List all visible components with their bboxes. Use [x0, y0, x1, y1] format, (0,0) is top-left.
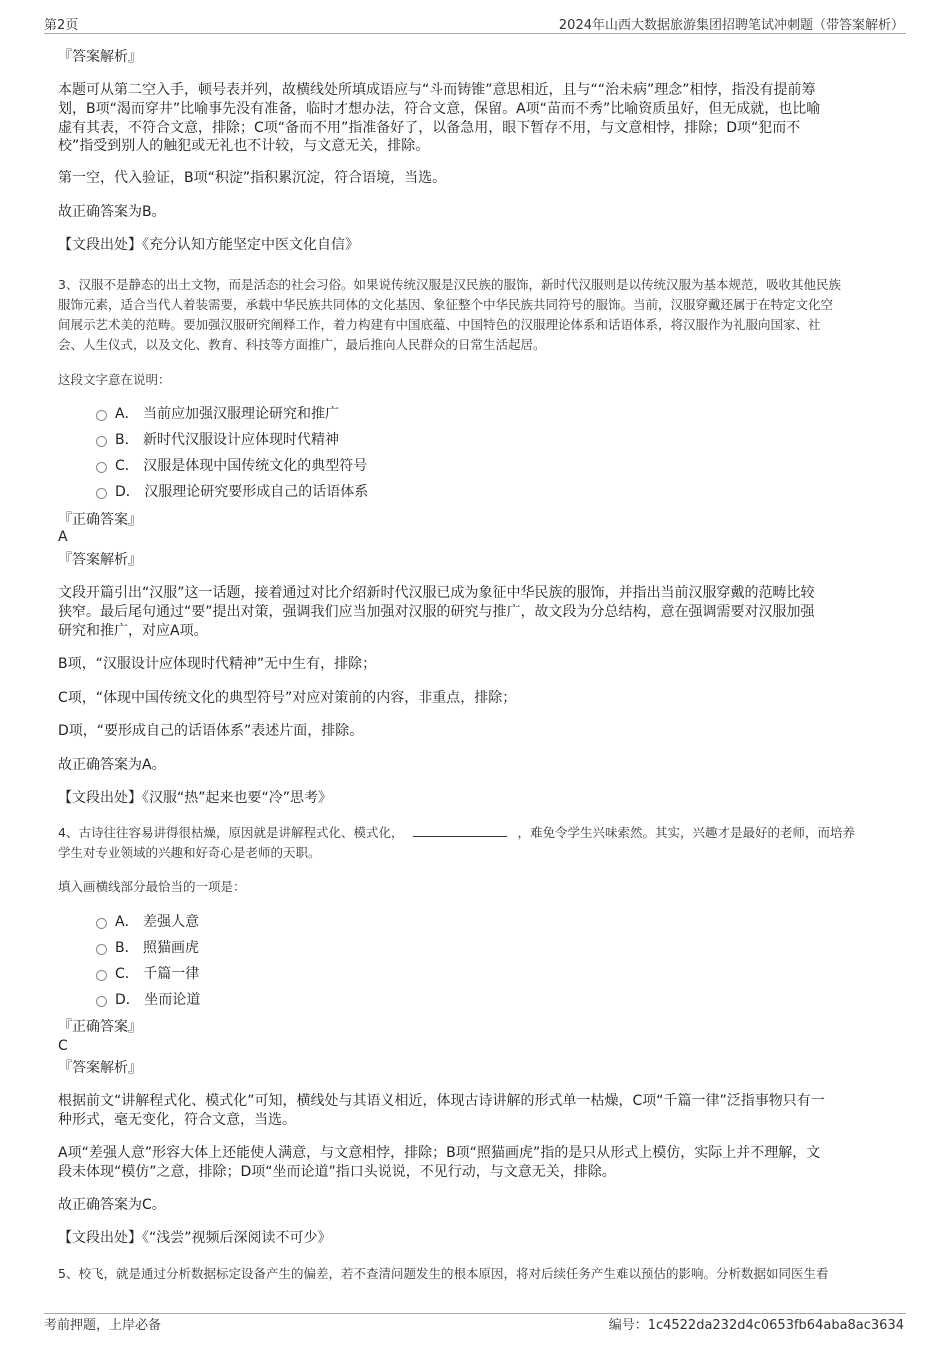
option-label[interactable]: C． 汉服是体现中国传统文化的典型符号: [115, 458, 368, 474]
radio-button[interactable]: [96, 970, 107, 981]
radio-button[interactable]: [96, 918, 107, 929]
radio-button[interactable]: [96, 996, 107, 1007]
header-divider: [44, 33, 906, 34]
answer-text-line: 『正确答案』: [58, 1019, 142, 1035]
radio-button[interactable]: [96, 462, 107, 473]
document-title: 2024年山西大数据旅游集团招聘笔试冲刺题（带答案解析）: [558, 18, 904, 33]
option-label[interactable]: B． 照猫画虎: [115, 940, 200, 956]
answer-text-line: 文段开篇引出“汉服”这一话题，接着通过对比介绍新时代汉服已成为象征中华民族的服饰，并指出当前汉服穿戴的范畴比较: [58, 585, 815, 601]
answer-text-line: 【文段出处】《充分认知方能坚定中医文化自信》: [58, 237, 359, 253]
answer-text-line: 【文段出处】《“浅尝”视频后深阅读不可少》: [58, 1230, 332, 1246]
question-text: 4、古诗往往容易讲得很枯燥，原因就是讲解程式化、模式化，: [58, 825, 404, 840]
option-label[interactable]: B． 新时代汉服设计应体现时代精神: [115, 432, 340, 448]
radio-button[interactable]: [96, 436, 107, 447]
answer-text-line: A项“差强人意”形容大体上还能使人满意，与文意相悖，排除；B项“照猫画虎”指的是只从形式上模仿，实际上并不理解，文: [58, 1145, 821, 1161]
answer-text-line: 校”指受到别人的触犯或无礼也不计较，与文意无关，排除。: [58, 138, 430, 154]
radio-button[interactable]: [96, 410, 107, 421]
answer-text-line: 划，B项“渴而穿井”比喻事先没有准备，临时才想办法，符合文意，保留。A项“苗而不秀”比喻资质虽好，但无成就，也比喻: [58, 101, 821, 117]
answer-text-line: 研究和推广，对应A项。: [58, 623, 208, 639]
answer-text-line: A: [58, 529, 68, 545]
question-text-line: 3、汉服不是静态的出土文物，而是活态的社会习俗。如果说传统汉服是汉民族的服饰，新时代汉服则是以传统汉服为基本规范，吸收其他民族: [58, 277, 841, 292]
footer-serial: 编号：1c4522da232d4c0653fb64aba8ac3634: [608, 1318, 904, 1333]
question-text: ，难免令学生兴味索然。其实，兴趣才是最好的老师，而培养: [517, 825, 855, 840]
answer-text-line: B项，“汉服设计应体现时代精神”无中生有，排除；: [58, 656, 377, 672]
option-label[interactable]: C． 千篇一律: [115, 966, 200, 982]
option-label[interactable]: D． 汉服理论研究要形成自己的话语体系: [115, 484, 369, 500]
answer-text-line: 『答案解析』: [58, 49, 142, 65]
answer-text-line: 『答案解析』: [58, 1060, 142, 1076]
answer-text-line: 本题可从第二空入手，顿号表并列，故横线处所填成语应与“斗而铸锥”意思相近，且与““治未病”理念”相悖，指没有提前筹: [58, 82, 816, 98]
radio-button[interactable]: [96, 488, 107, 499]
answer-text-line: 虚有其表，不符合文意，排除；C项“备而不用”指准备好了，以备急用，眼下暂存不用，与文意相悖，排除；D项“犯而不: [58, 120, 801, 136]
answer-text-line: 故正确答案为B。: [58, 204, 166, 220]
option-label[interactable]: A． 当前应加强汉服理论研究和推广: [115, 406, 340, 422]
answer-text-line: 故正确答案为A。: [58, 757, 166, 773]
answer-text-line: 『答案解析』: [58, 552, 142, 568]
answer-text-line: 故正确答案为C。: [58, 1197, 166, 1213]
question-text-line: 服饰元素，适合当代人着装需要，承载中华民族共同体的文化基因、象征整个中华民族共同符号的服饰。当前，汉服穿戴还属于在特定文化空: [58, 297, 834, 312]
answer-text-line: 种形式，毫无变化，符合文意，当选。: [58, 1112, 296, 1128]
question-text-line: 填入画横线部分最恰当的一项是：: [58, 879, 246, 894]
page-number: 第2页: [44, 18, 79, 33]
fill-blank: [413, 824, 507, 837]
answer-text-line: 『正确答案』: [58, 512, 142, 528]
question-text-line: 会、人生仪式，以及文化、教育、科技等方面推广，最后推向人民群众的日常生活起居。: [58, 337, 546, 352]
question-text-line: 这段文字意在说明：: [58, 372, 171, 387]
answer-text-line: C项，“体现中国传统文化的典型符号”对应对策前的内容，非重点，排除；: [58, 690, 517, 706]
question-text-line: 学生对专业领域的兴趣和好奇心是老师的天职。: [58, 845, 321, 860]
answer-text-line: 第一空，代入验证，B项“积淀”指积累沉淀，符合语境，当选。: [58, 170, 447, 186]
option-label[interactable]: D． 坐而论道: [115, 992, 201, 1008]
answer-text-line: 段未体现“模仿”之意，排除；D项“坐而论道”指口头说说，不见行动，与文意无关，排除。: [58, 1164, 616, 1180]
question-text-line: 间展示艺术美的范畴。要加强汉服研究阐释工作，着力构建有中国底蕴、中国特色的汉服理论体系和话语体系，将汉服作为礼服向国家、社: [58, 317, 821, 332]
question-text-line: [58, 824, 855, 842]
answer-text-line: D项，“要形成自己的话语体系”表述片面，排除。: [58, 723, 364, 739]
answer-text-line: 根据前文“讲解程式化、模式化”可知，横线处与其语义相近，体现古诗讲解的形式单一枯燥，C项“千篇一律”泛指事物只有一: [58, 1093, 825, 1109]
option-label[interactable]: A． 差强人意: [115, 914, 200, 930]
answer-text-line: C: [58, 1038, 68, 1054]
answer-text-line: 【文段出处】《汉服“热”起来也要“冷”思考》: [58, 790, 333, 806]
footer-slogan: 考前押题，上岸必备: [44, 1318, 162, 1333]
answer-text-line: 狭窄。最后尾句通过“要”提出对策，强调我们应当加强对汉服的研究与推广，故文段为分总结构，意在强调需要对汉服加强: [58, 604, 815, 620]
question-text-line: 5、校飞，就是通过分析数据标定设备产生的偏差，若不查清问题发生的根本原因，将对后续任务产生难以预估的影响。分析数据如同医生看: [58, 1266, 829, 1281]
radio-button[interactable]: [96, 944, 107, 955]
